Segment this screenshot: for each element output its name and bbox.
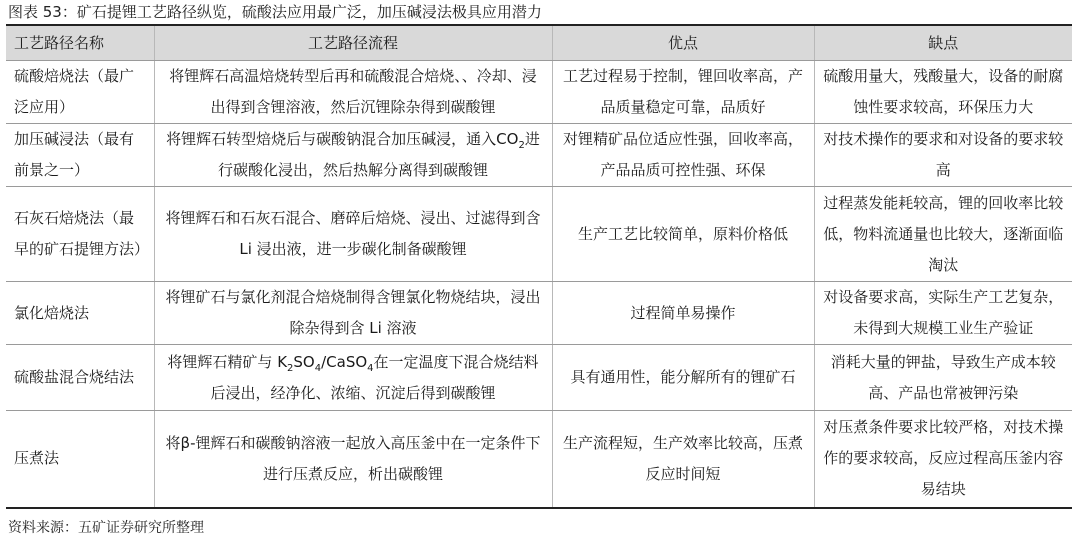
- table-row: [6, 61, 1072, 124]
- cell-name: 石灰石焙烧法（最早的矿石提锂方法）: [6, 187, 154, 282]
- cell-process: [154, 345, 552, 411]
- cell-pros: 过程简单易操作: [552, 282, 814, 345]
- source-note: 资料来源：五矿证券研究所整理: [8, 520, 204, 536]
- cell-pros: 对锂精矿品位适应性强，回收率高，产品品质可控性强、环保: [552, 124, 814, 187]
- table-row: [6, 345, 1072, 411]
- cell-pros: 生产流程短，生产效率比较高，压煮反应时间短: [552, 411, 814, 508]
- table-row: [6, 124, 1072, 187]
- header-process: 工艺路径流程: [154, 26, 552, 61]
- header-name: 工艺路径名称: [6, 26, 154, 61]
- process-text-mid: SO: [293, 352, 315, 371]
- cell-name: 硫酸盐混合烧结法: [6, 345, 154, 411]
- table-row: [6, 411, 1072, 508]
- process-text-a: 将锂辉石转型焙烧后与碳酸钠混合加压碱浸，通入CO: [166, 130, 519, 148]
- table-header-row: [6, 26, 1072, 61]
- cell-name: 氯化焙烧法: [6, 282, 154, 345]
- process-text-a: 将锂辉石精矿与 K: [167, 352, 288, 371]
- process-subscript: 4: [367, 362, 374, 374]
- process-subscript: 2: [518, 140, 525, 151]
- figure-caption: 图表 53：矿石提锂工艺路径纵览，硫酸法应用最广泛，加压碱浸法极具应用潜力: [8, 3, 542, 21]
- table-row: [6, 282, 1072, 345]
- cell-pros: 具有通用性，能分解所有的锂矿石: [552, 345, 814, 411]
- cell-cons: 消耗大量的钾盐，导致生产成本较高、产品也常被钾污染: [814, 345, 1072, 411]
- cell-pros: 工艺过程易于控制，锂回收率高，产品质量稳定可靠，品质好: [552, 61, 814, 124]
- process-comparison-table: [6, 26, 1072, 509]
- cell-cons: 过程蒸发能耗较高，锂的回收率比较低，物料流通量也比较大，逐渐面临淘汰: [814, 187, 1072, 282]
- cell-process: 将β-锂辉石和碳酸钠溶液一起放入高压釜中在一定条件下进行压煮反应，析出碳酸锂: [154, 411, 552, 508]
- cell-process: [154, 124, 552, 187]
- cell-pros: 生产工艺比较简单，原料价格低: [552, 187, 814, 282]
- process-text-mid2: /CaSO: [321, 352, 368, 371]
- process-text-b: 进行碳酸化浸出，然后热解分离得到碳酸锂: [217, 130, 540, 179]
- cell-name: 加压碱浸法（最有前景之一）: [6, 124, 154, 187]
- header-cons: 缺点: [814, 26, 1072, 61]
- cell-name: 硫酸焙烧法（最广泛应用）: [6, 61, 154, 124]
- cell-cons: 对技术操作的要求和对设备的要求较高: [814, 124, 1072, 187]
- cell-process: 将锂辉石和石灰石混合、磨碎后焙烧、浸出、过滤得到含 Li 浸出液，进一步碳化制备碳酸锂: [154, 187, 552, 282]
- cell-cons: 硫酸用量大，残酸量大，设备的耐腐蚀性要求较高，环保压力大: [814, 61, 1072, 124]
- header-pros: 优点: [552, 26, 814, 61]
- cell-process: 将锂辉石高温焙烧转型后再和硫酸混合焙烧、、冷却、浸出得到含锂溶液，然后沉锂除杂得到碳酸锂: [154, 61, 552, 124]
- cell-process: 将锂矿石与氯化剂混合焙烧制得含锂氯化物烧结块，浸出除杂得到含 Li 溶液: [154, 282, 552, 345]
- process-subscript: 4: [314, 362, 322, 374]
- cell-cons: 对设备要求高，实际生产工艺复杂，未得到大规模工业生产验证: [814, 282, 1072, 345]
- process-text-b: 在一定温度下混合烧结料后浸出，经净化、浓缩、沉淀后得到碳酸锂: [210, 352, 539, 402]
- cell-name: 压煮法: [6, 411, 154, 508]
- cell-cons: 对压煮条件要求比较严格，对技术操作的要求较高，反应过程高压釜内容易结块: [814, 411, 1072, 508]
- table-row: [6, 187, 1072, 282]
- process-subscript: 2: [287, 362, 294, 374]
